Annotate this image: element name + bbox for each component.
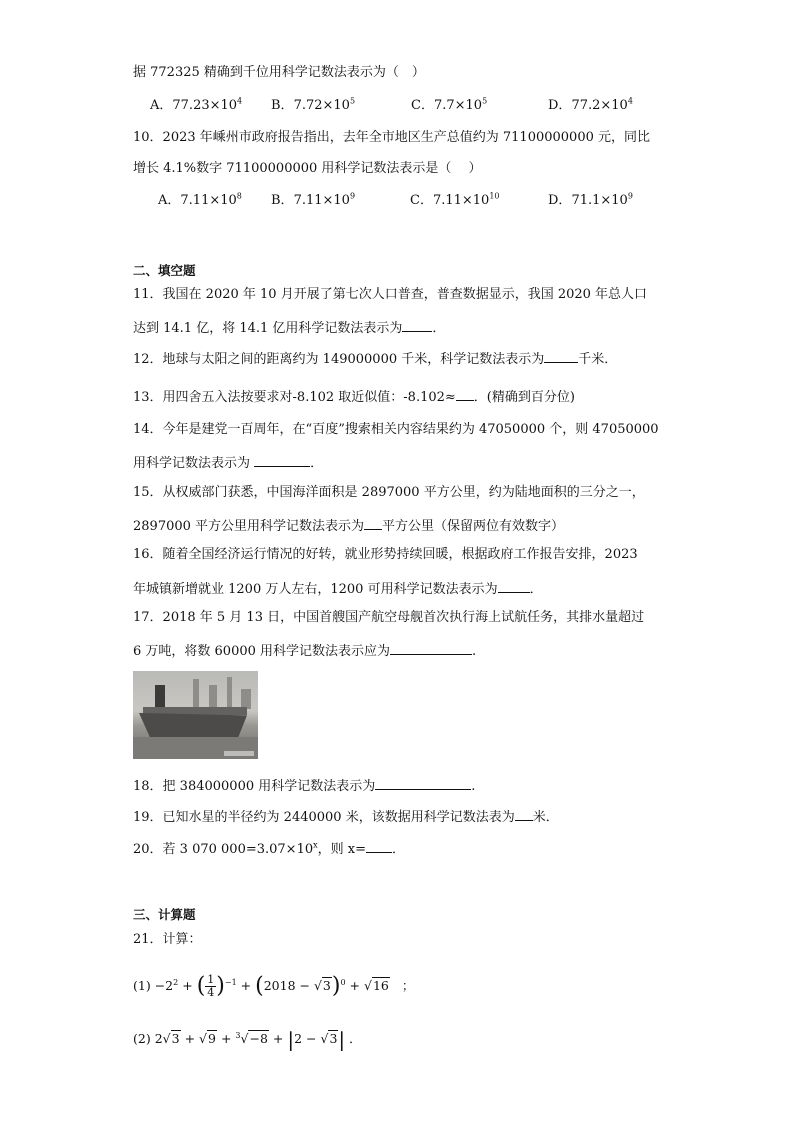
q16-line1: 16．随着全国经济运行情况的好转，就业形势持续回暖，根据政府工作报告安排，2023 (133, 547, 638, 562)
q20-answer-blank[interactable] (366, 838, 392, 853)
q16-answer-blank[interactable] (498, 578, 530, 593)
q9-option-d[interactable]: D．$77.2\times 10^4$ (548, 96, 633, 113)
q14-answer-blank[interactable] (254, 452, 310, 467)
q10-option-b[interactable]: B．$7.11\times 10^9$ (271, 191, 356, 208)
q18-answer-blank[interactable] (375, 775, 471, 790)
q10-option-d[interactable]: D．$71.1\times 10^9$ (548, 191, 633, 208)
q17-line2: 6 万吨，将数 60000 用科学记数法表示应为 . (133, 640, 476, 661)
q10-line1: 10．2023 年嵊州市政府报告指出，去年全市地区生产总值约为 71100000000 元，同比 (133, 130, 651, 145)
q9-option-c[interactable]: C．$7.7\times 10^5$ (411, 96, 488, 113)
q14-line1: 14．今年是建党一百周年，在“百度”搜索相关内容结果约为 47050000 个，则 47050000 (133, 422, 659, 437)
q12-answer-blank[interactable] (544, 348, 578, 363)
q17-line1: 17．2018 年 5 月 13 日，中国首艘国产航空母舰首次执行海上试航任务，其排水量超过 (133, 610, 645, 625)
q11-line2: 达到 14.1 亿，将 14.1 亿用科学记数法表示为 ． (133, 317, 445, 338)
q10-line2: 增长 4.1%数字 71100000000 用科学记数法表示是（ ） (133, 161, 482, 176)
q9-text: 据 772325 精确到千位用科学记数法表示为（ ） (133, 65, 425, 80)
q18-text: 18．把 384000000 用科学记数法表示为 . (133, 775, 475, 796)
q14-line2: 用科学记数法表示为 ． (133, 452, 323, 473)
q13-answer-blank[interactable] (456, 386, 474, 401)
q13-text: 13．用四舍五入法按要求对-8.102 取近似值：-8.102≈ ．(精确到百分位) (133, 386, 575, 407)
q9-option-a[interactable]: A．$77.23\times 10^4$ (150, 96, 243, 113)
q11-answer-blank[interactable] (402, 317, 432, 332)
section-fill-in-title: 二、填空题 (133, 263, 196, 278)
q15-answer-blank[interactable] (364, 515, 382, 530)
q19-answer-blank[interactable] (515, 806, 533, 821)
q12-text: 12．地球与太阳之间的距离约为 149000000 千米，科学记数法表示为 千米． (133, 348, 617, 369)
q21-part1-expression: $(1) -2^2$ + ( $\frac{1}{4}$ )$^{-1} + (2018 - √3)^0 + √16$ ； (133, 973, 415, 999)
q20-text: 20．若 3 070 $000=3.07\times 10^x$，则 x= ． (133, 838, 405, 859)
q17-answer-blank[interactable] (390, 640, 472, 655)
section-calculation-title: 三、计算题 (133, 907, 196, 922)
q15-line1: 15．从权威部门获悉，中国海洋面积是 2897000 平方公里，约为陆地面积的三分之一， (133, 485, 645, 500)
fraction: $\frac{1}{4}$ (207, 973, 215, 999)
q21-title: 21．计算： (133, 932, 202, 947)
aircraft-carrier-photo (133, 671, 258, 759)
q9-option-b[interactable]: B．$7.72\times 10^5$ (271, 96, 356, 113)
q15-line2: 2897000 平方公里用科学记数法表示为 平方公里（保留两位有效数字） (133, 515, 564, 536)
q10-option-c[interactable]: C．$7.11\times 10^{10}$ (410, 191, 500, 208)
q21-part2-expression: (2) 2√3 + √9 + $^3$√−8 + |2 − √3| ． (133, 1027, 362, 1052)
q11-line1: 11．我国在 2020 年 10 月开展了第七次人口普查，普查数据显示，我国 2020 年总人口 (133, 287, 648, 302)
q16-line2: 年城镇新增就业 1200 万人左右，1200 可用科学记数法表示为 ． (133, 578, 543, 599)
q10-option-a[interactable]: A．$7.11\times 10^8$ (158, 191, 242, 208)
q19-text: 19．已知水星的半径约为 2440000 米，该数据用科学记数法表为 米． (133, 806, 559, 827)
